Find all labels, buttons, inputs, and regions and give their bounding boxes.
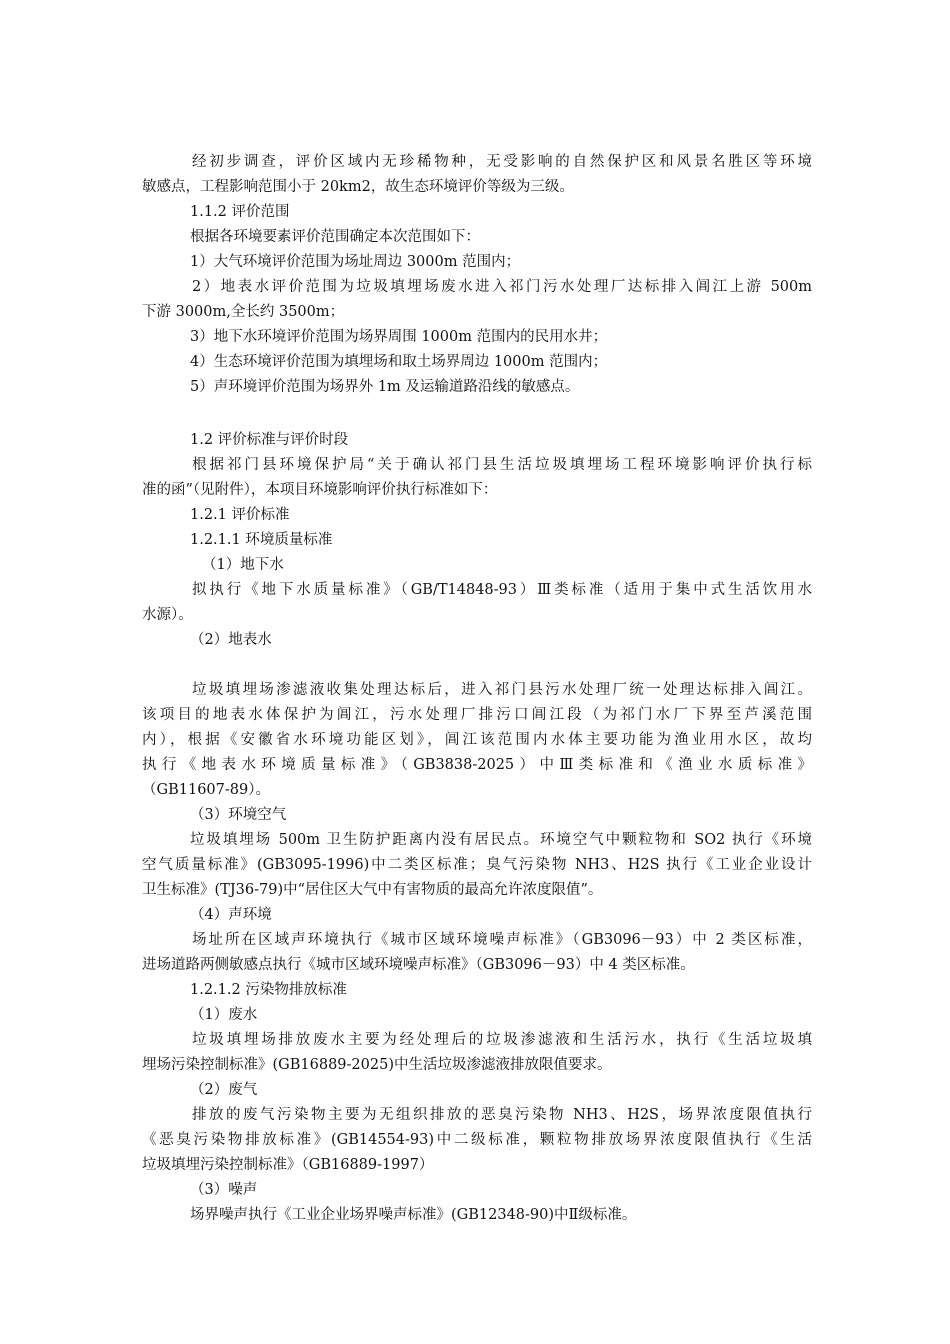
- paragraph-line: 空气质量标准》(GB3095-1996)中二类区标准；臭气污染物 NH3、H2S 执行《工业企业设计: [142, 857, 812, 873]
- paragraph-line: 经初步调查，评价区域内无珍稀物种，无受影响的自然保护区和风景名胜区等环境: [192, 154, 812, 170]
- subsection-heading: （3）噪声: [190, 1182, 258, 1198]
- paragraph-line: 垃圾填埋场 500m 卫生防护距离内没有居民点。环境空气中颗粒物和 SO2 执行《环境: [190, 832, 812, 848]
- paragraph-line: 该项目的地表水体保护为阊江，污水处理厂排污口阊江段（为祁门水厂下界至芦溪范围: [142, 707, 812, 723]
- paragraph-line: 水源）。: [142, 607, 193, 623]
- paragraph-line: 垃圾填埋污染控制标准》（GB16889-1997）: [142, 1157, 434, 1173]
- list-item: 3）地下水环境评价范围为场界周围 1000m 范围内的民用水井；: [190, 329, 608, 345]
- subsection-heading: （1）地下水: [202, 557, 284, 573]
- list-item: 5）声环境评价范围为场界外 1m 及运输道路沿线的敏感点。: [190, 379, 580, 395]
- paragraph-line: 场界噪声执行《工业企业场界噪声标准》(GB12348-90)中Ⅱ级标准。: [190, 1207, 637, 1223]
- list-item: 2）地表水评价范围为垃圾填埋场废水进入祁门污水处理厂达标排入阊江上游 500m: [192, 279, 812, 295]
- subsection-heading: （2）地表水: [190, 632, 272, 648]
- section-heading: 1.2 评价标准与评价时段: [190, 432, 349, 448]
- subsection-heading: （2）废气: [190, 1082, 258, 1098]
- paragraph-line: 拟执行《地下水质量标准》（GB/T14848-93）Ⅲ类标准（适用于集中式生活饮用水: [192, 582, 812, 598]
- paragraph-line: 根据各环境要素评价范围确定本次范围如下：: [190, 229, 480, 245]
- paragraph-line: 准的函”（见附件），本项目环境影响评价执行标准如下：: [142, 482, 498, 498]
- section-heading: 1.2.1 评价标准: [190, 507, 290, 523]
- subsection-heading: （1）废水: [190, 1007, 258, 1023]
- paragraph-line: 《恶臭污染物排放标准》(GB14554-93)中二级标准，颗粒物排放场界浓度限值执行《生活: [142, 1132, 812, 1148]
- section-heading: 1.2.1.1 环境质量标准: [190, 532, 333, 548]
- document-page: [142, 150, 812, 1228]
- paragraph-line: 场址所在区域声环境执行《城市区域环境噪声标准》（GB3096－93）中 2 类区标准，: [192, 932, 812, 948]
- paragraph-line: 敏感点，工程影响范围小于 20km2，故生态环境评价等级为三级。: [142, 179, 574, 195]
- section-heading: 1.2.1.2 污染物排放标准: [190, 982, 347, 998]
- paragraph-line: （GB11607-89）。: [142, 782, 270, 798]
- paragraph-line: 卫生标准》(TJ36-79)中“居住区大气中有害物质的最高允许浓度限值”。: [142, 882, 603, 898]
- list-item: 下游 3000m,全长约 3500m；: [142, 304, 345, 320]
- paragraph-line: 排放的废气污染物主要为无组织排放的恶臭污染物 NH3、H2S，场界浓度限值执行: [192, 1107, 812, 1123]
- spacer: [142, 400, 812, 428]
- list-item: 1）大气环境评价范围为场址周边 3000m 范围内；: [190, 254, 521, 270]
- paragraph-line: 根据祁门县环境保护局“关于确认祁门县生活垃圾填埋场工程环境影响评价执行标: [192, 457, 812, 473]
- spacer: [142, 653, 812, 678]
- paragraph-line: 内），根据《安徽省水环境功能区划》，阊江该范围内水体主要功能为渔业用水区，故均: [142, 732, 812, 748]
- subsection-heading: （3）环境空气: [190, 807, 287, 823]
- paragraph-line: 埋场污染控制标准》(GB16889-2025)中生活垃圾渗滤液排放限值要求。: [142, 1057, 612, 1073]
- paragraph-line: 执行《地表水环境质量标准》（GB3838-2025）中Ⅲ类标准和《渔业水质标准》: [142, 757, 812, 773]
- paragraph-line: 垃圾填埋场渗滤液收集处理达标后，进入祁门县污水处理厂统一处理达标排入阊江。: [192, 682, 812, 698]
- subsection-heading: （4）声环境: [190, 907, 272, 923]
- paragraph-line: 进场道路两侧敏感点执行《城市区域环境噪声标准》（GB3096－93）中 4 类区标准。: [142, 957, 695, 973]
- section-heading: 1.1.2 评价范围: [190, 204, 290, 220]
- list-item: 4）生态环境评价范围为填埋场和取土场界周边 1000m 范围内；: [190, 354, 608, 370]
- paragraph-line: 垃圾填埋场排放废水主要为经处理后的垃圾渗滤液和生活污水，执行《生活垃圾填: [192, 1032, 812, 1048]
